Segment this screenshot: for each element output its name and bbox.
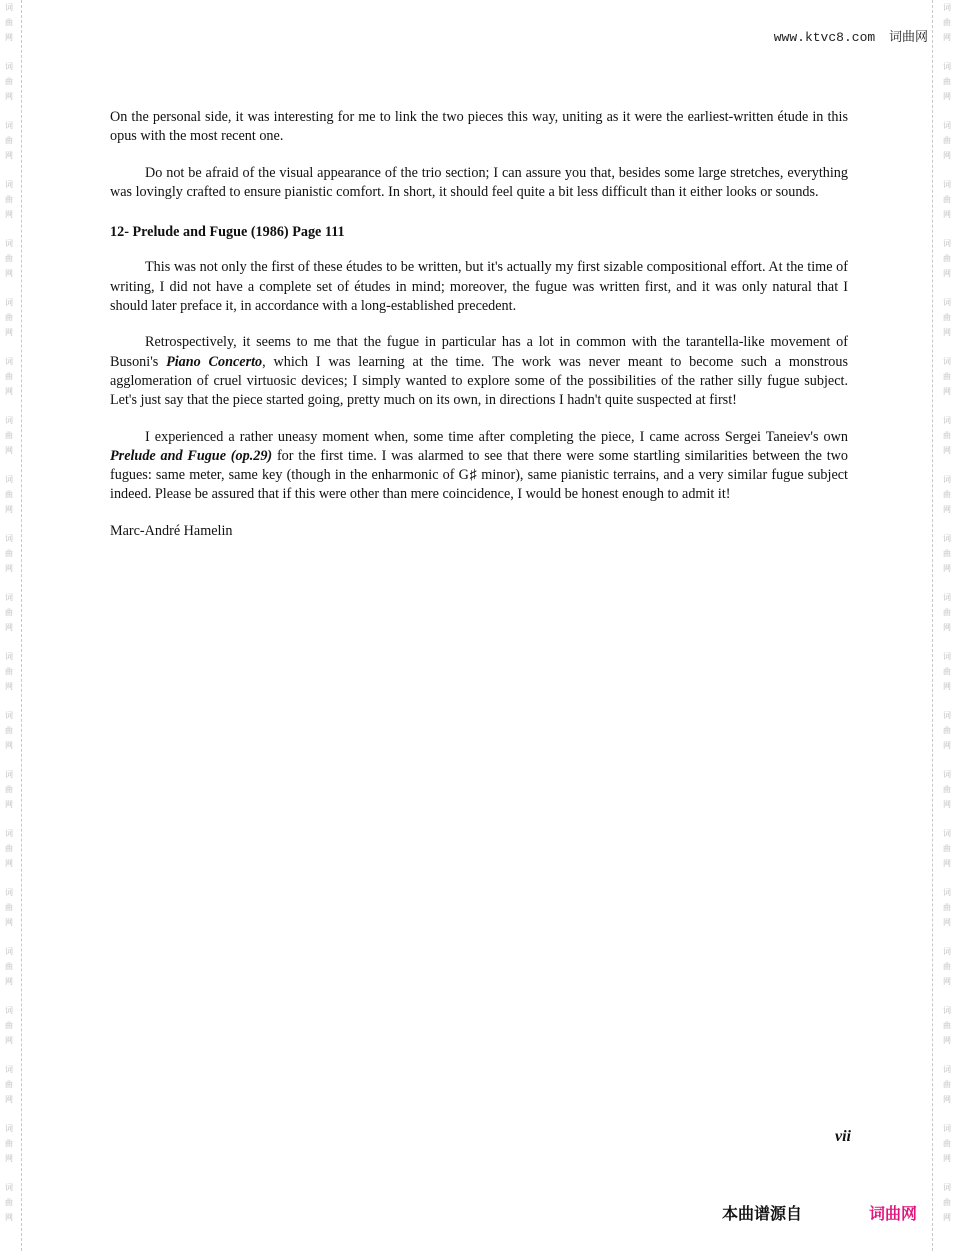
watermark-glyph: 网 bbox=[943, 33, 951, 42]
signature: Marc-André Hamelin bbox=[110, 522, 233, 539]
footer-source-label: 本曲谱源自 bbox=[722, 1204, 803, 1223]
watermark-group bbox=[5, 0, 13, 45]
watermark-glyph: 网 bbox=[5, 446, 13, 455]
watermark-glyph: 网 bbox=[5, 210, 13, 219]
watermark-glyph: 词 bbox=[943, 121, 951, 130]
paragraph-2: Do not be afraid of the visual appearance of the trio section; I can assure you that, besides some large stretches, everything was lovingly crafted to ensure pianistic comfort. In short, it should feel quite a bit less difficult than it either looks or sounds. bbox=[110, 164, 848, 200]
watermark-glyph: 网 bbox=[943, 682, 951, 691]
section-heading: 12- Prelude and Fugue (1986) Page 111 bbox=[110, 224, 345, 241]
watermark-glyph: 词 bbox=[943, 888, 951, 897]
watermark-glyph: 词 bbox=[943, 829, 951, 838]
paragraph-3: This was not only the first of these études to be written, but it's actually my first sizable compositional effort. At the time of writing, I did not have a complete set of études in mind; moreover, the fugue was written first, and it was only natural that I should later preface it, in accordance with a long-established precedent. bbox=[110, 259, 848, 315]
watermark-glyph: 网 bbox=[5, 328, 13, 337]
watermark-glyph: 词 bbox=[5, 1124, 13, 1133]
watermark-glyph: 网 bbox=[5, 564, 13, 573]
paragraph-4-text-b: , which I was learning at the time. The work was never meant to become such a monstrous agglomeration of cruel virtuosic devices; I simply wanted to explore some of the possibilities of the rather silly fugue subject. Let's just say that the piece started going, pretty much on its own, in directions I hadn't quite suspected at first! bbox=[110, 353, 849, 409]
watermark-glyph: 词 bbox=[943, 180, 951, 189]
watermark-glyph: 曲 bbox=[943, 608, 951, 617]
watermark-glyph: 曲 bbox=[5, 313, 13, 322]
work-title-prelude-fugue: Prelude and Fugue (op.29) bbox=[110, 447, 273, 464]
left-watermark-strip bbox=[2, 0, 16, 1251]
watermark-group bbox=[943, 118, 951, 163]
watermark-glyph: 网 bbox=[5, 741, 13, 750]
watermark-group bbox=[943, 708, 951, 753]
paragraph-5-text-a: I experienced a rather uneasy moment when, some time after completing the piece, I came across Sergei Taneiev's own bbox=[145, 428, 848, 445]
watermark-glyph: 曲 bbox=[943, 667, 951, 676]
watermark-group bbox=[5, 767, 13, 812]
watermark-glyph: 词 bbox=[5, 652, 13, 661]
watermark-glyph: 曲 bbox=[943, 431, 951, 440]
watermark-glyph: 曲 bbox=[5, 962, 13, 971]
watermark-glyph: 网 bbox=[943, 1154, 951, 1163]
watermark-glyph: 网 bbox=[5, 151, 13, 160]
watermark-glyph: 曲 bbox=[5, 431, 13, 440]
watermark-group bbox=[943, 826, 951, 871]
watermark-glyph: 网 bbox=[5, 33, 13, 42]
watermark-glyph: 网 bbox=[5, 977, 13, 986]
watermark-group bbox=[5, 1003, 13, 1048]
watermark-glyph: 曲 bbox=[943, 490, 951, 499]
watermark-glyph: 曲 bbox=[5, 195, 13, 204]
watermark-glyph: 词 bbox=[943, 1006, 951, 1015]
watermark-group bbox=[943, 236, 951, 281]
watermark-glyph: 曲 bbox=[5, 1021, 13, 1030]
watermark-glyph: 曲 bbox=[5, 1080, 13, 1089]
watermark-glyph: 曲 bbox=[5, 136, 13, 145]
watermark-glyph: 词 bbox=[943, 593, 951, 602]
watermark-glyph: 词 bbox=[5, 239, 13, 248]
watermark-group bbox=[943, 885, 951, 930]
watermark-group bbox=[943, 767, 951, 812]
watermark-glyph: 曲 bbox=[943, 844, 951, 853]
watermark-glyph: 词 bbox=[943, 947, 951, 956]
watermark-group bbox=[5, 59, 13, 104]
watermark-glyph: 曲 bbox=[5, 254, 13, 263]
watermark-glyph: 词 bbox=[5, 770, 13, 779]
watermark-glyph: 网 bbox=[5, 387, 13, 396]
work-title-piano-concerto: Piano Concerto bbox=[166, 353, 263, 370]
watermark-group bbox=[5, 413, 13, 458]
watermark-glyph: 网 bbox=[943, 564, 951, 573]
watermark-glyph: 词 bbox=[5, 1006, 13, 1015]
watermark-glyph: 网 bbox=[943, 446, 951, 455]
watermark-glyph: 词 bbox=[943, 62, 951, 71]
watermark-glyph: 曲 bbox=[943, 962, 951, 971]
watermark-group bbox=[5, 944, 13, 989]
watermark-glyph: 网 bbox=[5, 800, 13, 809]
watermark-group bbox=[943, 1003, 951, 1048]
watermark-glyph: 词 bbox=[943, 711, 951, 720]
watermark-group bbox=[5, 531, 13, 576]
watermark-glyph: 网 bbox=[943, 741, 951, 750]
watermark-glyph: 词 bbox=[943, 534, 951, 543]
watermark-group bbox=[5, 708, 13, 753]
watermark-glyph: 词 bbox=[5, 1183, 13, 1192]
watermark-glyph: 词 bbox=[943, 298, 951, 307]
watermark-glyph: 词 bbox=[5, 534, 13, 543]
watermark-glyph: 网 bbox=[5, 1095, 13, 1104]
watermark-glyph: 词 bbox=[5, 829, 13, 838]
watermark-group bbox=[943, 944, 951, 989]
watermark-group bbox=[943, 1121, 951, 1166]
watermark-group bbox=[943, 649, 951, 694]
watermark-glyph: 词 bbox=[943, 652, 951, 661]
watermark-glyph: 词 bbox=[5, 298, 13, 307]
watermark-glyph: 词 bbox=[5, 416, 13, 425]
watermark-glyph: 网 bbox=[943, 1095, 951, 1104]
watermark-group bbox=[943, 59, 951, 104]
watermark-glyph: 曲 bbox=[943, 549, 951, 558]
watermark-glyph: 曲 bbox=[5, 726, 13, 735]
watermark-glyph: 网 bbox=[943, 859, 951, 868]
watermark-glyph: 网 bbox=[943, 800, 951, 809]
watermark-group bbox=[5, 118, 13, 163]
watermark-glyph: 词 bbox=[943, 239, 951, 248]
watermark-glyph: 曲 bbox=[5, 1139, 13, 1148]
watermark-glyph: 词 bbox=[943, 770, 951, 779]
watermark-glyph: 词 bbox=[943, 475, 951, 484]
watermark-glyph: 曲 bbox=[943, 785, 951, 794]
watermark-group bbox=[943, 177, 951, 222]
watermark-group bbox=[943, 0, 951, 45]
paragraph-5-text-b: for the first time. I was alarmed to see that there were some startling similarities between the two fugues: same meter, same key (though in the enharmonic of G♯ minor), same pianistic terrains, and a very similar fugue subject indeed. Please be assured that if this were other than mere coincidence, I would be honest enough to admit it! bbox=[110, 447, 848, 503]
header-url-text[interactable]: www.ktvc8.com bbox=[773, 30, 876, 45]
watermark-glyph: 网 bbox=[943, 1213, 951, 1222]
watermark-glyph: 词 bbox=[943, 1065, 951, 1074]
watermark-glyph: 曲 bbox=[943, 1021, 951, 1030]
watermark-glyph: 曲 bbox=[943, 136, 951, 145]
watermark-glyph: 网 bbox=[5, 505, 13, 514]
watermark-group bbox=[5, 472, 13, 517]
footer-site-link[interactable]: 词曲网 bbox=[869, 1204, 918, 1223]
watermark-group bbox=[5, 885, 13, 930]
watermark-glyph: 曲 bbox=[5, 785, 13, 794]
watermark-glyph: 网 bbox=[5, 92, 13, 101]
watermark-glyph: 词 bbox=[5, 888, 13, 897]
watermark-group bbox=[5, 1180, 13, 1225]
header-site-name[interactable]: 词曲网 bbox=[888, 30, 928, 45]
watermark-glyph: 曲 bbox=[5, 667, 13, 676]
watermark-glyph: 曲 bbox=[943, 18, 951, 27]
watermark-group bbox=[5, 1062, 13, 1107]
right-guide-line bbox=[932, 0, 933, 1251]
watermark-group bbox=[943, 531, 951, 576]
watermark-glyph: 词 bbox=[5, 475, 13, 484]
watermark-glyph: 曲 bbox=[943, 903, 951, 912]
watermark-glyph: 网 bbox=[5, 623, 13, 632]
watermark-glyph: 词 bbox=[5, 3, 13, 12]
watermark-glyph: 网 bbox=[943, 328, 951, 337]
watermark-glyph: 网 bbox=[5, 682, 13, 691]
watermark-glyph: 网 bbox=[943, 151, 951, 160]
watermark-glyph: 词 bbox=[5, 62, 13, 71]
watermark-glyph: 曲 bbox=[943, 254, 951, 263]
watermark-group bbox=[943, 413, 951, 458]
watermark-glyph: 网 bbox=[943, 623, 951, 632]
watermark-glyph: 网 bbox=[5, 859, 13, 868]
paragraph-4-text-a: Retrospectively, it seems to me that the fugue in particular has a lot in common with the tarantella-like movement of Busoni's bbox=[110, 334, 848, 370]
watermark-glyph: 曲 bbox=[5, 844, 13, 853]
watermark-glyph: 词 bbox=[5, 357, 13, 366]
right-watermark-strip bbox=[940, 0, 954, 1251]
left-guide-line bbox=[21, 0, 22, 1251]
watermark-glyph: 曲 bbox=[943, 726, 951, 735]
watermark-group bbox=[5, 236, 13, 281]
watermark-glyph: 词 bbox=[943, 357, 951, 366]
watermark-glyph: 网 bbox=[5, 1036, 13, 1045]
watermark-glyph: 网 bbox=[943, 1036, 951, 1045]
watermark-group bbox=[5, 177, 13, 222]
page-number: vii bbox=[835, 1128, 851, 1145]
watermark-glyph: 曲 bbox=[5, 608, 13, 617]
watermark-group bbox=[943, 1062, 951, 1107]
watermark-glyph: 网 bbox=[943, 210, 951, 219]
watermark-glyph: 词 bbox=[5, 121, 13, 130]
watermark-glyph: 网 bbox=[943, 977, 951, 986]
watermark-group bbox=[5, 590, 13, 635]
watermark-group bbox=[5, 649, 13, 694]
watermark-glyph: 曲 bbox=[5, 372, 13, 381]
watermark-glyph: 词 bbox=[5, 180, 13, 189]
watermark-glyph: 曲 bbox=[5, 1198, 13, 1207]
watermark-group bbox=[943, 354, 951, 399]
watermark-group bbox=[943, 295, 951, 340]
watermark-glyph: 曲 bbox=[943, 1080, 951, 1089]
watermark-glyph: 曲 bbox=[943, 1139, 951, 1148]
watermark-glyph: 曲 bbox=[5, 549, 13, 558]
paragraph-5 bbox=[110, 428, 848, 505]
watermark-glyph: 词 bbox=[943, 1183, 951, 1192]
watermark-glyph: 网 bbox=[5, 1154, 13, 1163]
watermark-group bbox=[5, 295, 13, 340]
watermark-glyph: 曲 bbox=[5, 903, 13, 912]
watermark-group bbox=[5, 826, 13, 871]
document-body bbox=[110, 108, 848, 558]
watermark-glyph: 网 bbox=[5, 918, 13, 927]
watermark-glyph: 词 bbox=[943, 1124, 951, 1133]
header-url[interactable] bbox=[774, 26, 928, 45]
watermark-glyph: 曲 bbox=[943, 77, 951, 86]
watermark-glyph: 词 bbox=[943, 3, 951, 12]
watermark-glyph: 词 bbox=[5, 711, 13, 720]
watermark-group bbox=[5, 1121, 13, 1166]
watermark-glyph: 网 bbox=[5, 1213, 13, 1222]
watermark-glyph: 网 bbox=[943, 387, 951, 396]
watermark-glyph: 曲 bbox=[5, 77, 13, 86]
watermark-glyph: 网 bbox=[943, 269, 951, 278]
paragraph-1: On the personal side, it was interesting for me to link the two pieces this way, uniting as it were the earliest-written étude in this opus with the most recent one. bbox=[110, 109, 848, 145]
watermark-glyph: 曲 bbox=[943, 1198, 951, 1207]
watermark-glyph: 网 bbox=[943, 505, 951, 514]
watermark-glyph: 曲 bbox=[943, 372, 951, 381]
watermark-glyph: 网 bbox=[943, 918, 951, 927]
watermark-group bbox=[5, 354, 13, 399]
watermark-glyph: 曲 bbox=[5, 18, 13, 27]
watermark-group bbox=[943, 1180, 951, 1225]
watermark-group bbox=[943, 472, 951, 517]
watermark-glyph: 词 bbox=[943, 416, 951, 425]
watermark-glyph: 曲 bbox=[5, 490, 13, 499]
watermark-glyph: 网 bbox=[943, 92, 951, 101]
watermark-glyph: 曲 bbox=[943, 195, 951, 204]
watermark-glyph: 曲 bbox=[943, 313, 951, 322]
watermark-glyph: 网 bbox=[5, 269, 13, 278]
watermark-glyph: 词 bbox=[5, 593, 13, 602]
watermark-glyph: 词 bbox=[5, 1065, 13, 1074]
watermark-group bbox=[943, 590, 951, 635]
watermark-glyph: 词 bbox=[5, 947, 13, 956]
paragraph-4 bbox=[110, 333, 848, 410]
